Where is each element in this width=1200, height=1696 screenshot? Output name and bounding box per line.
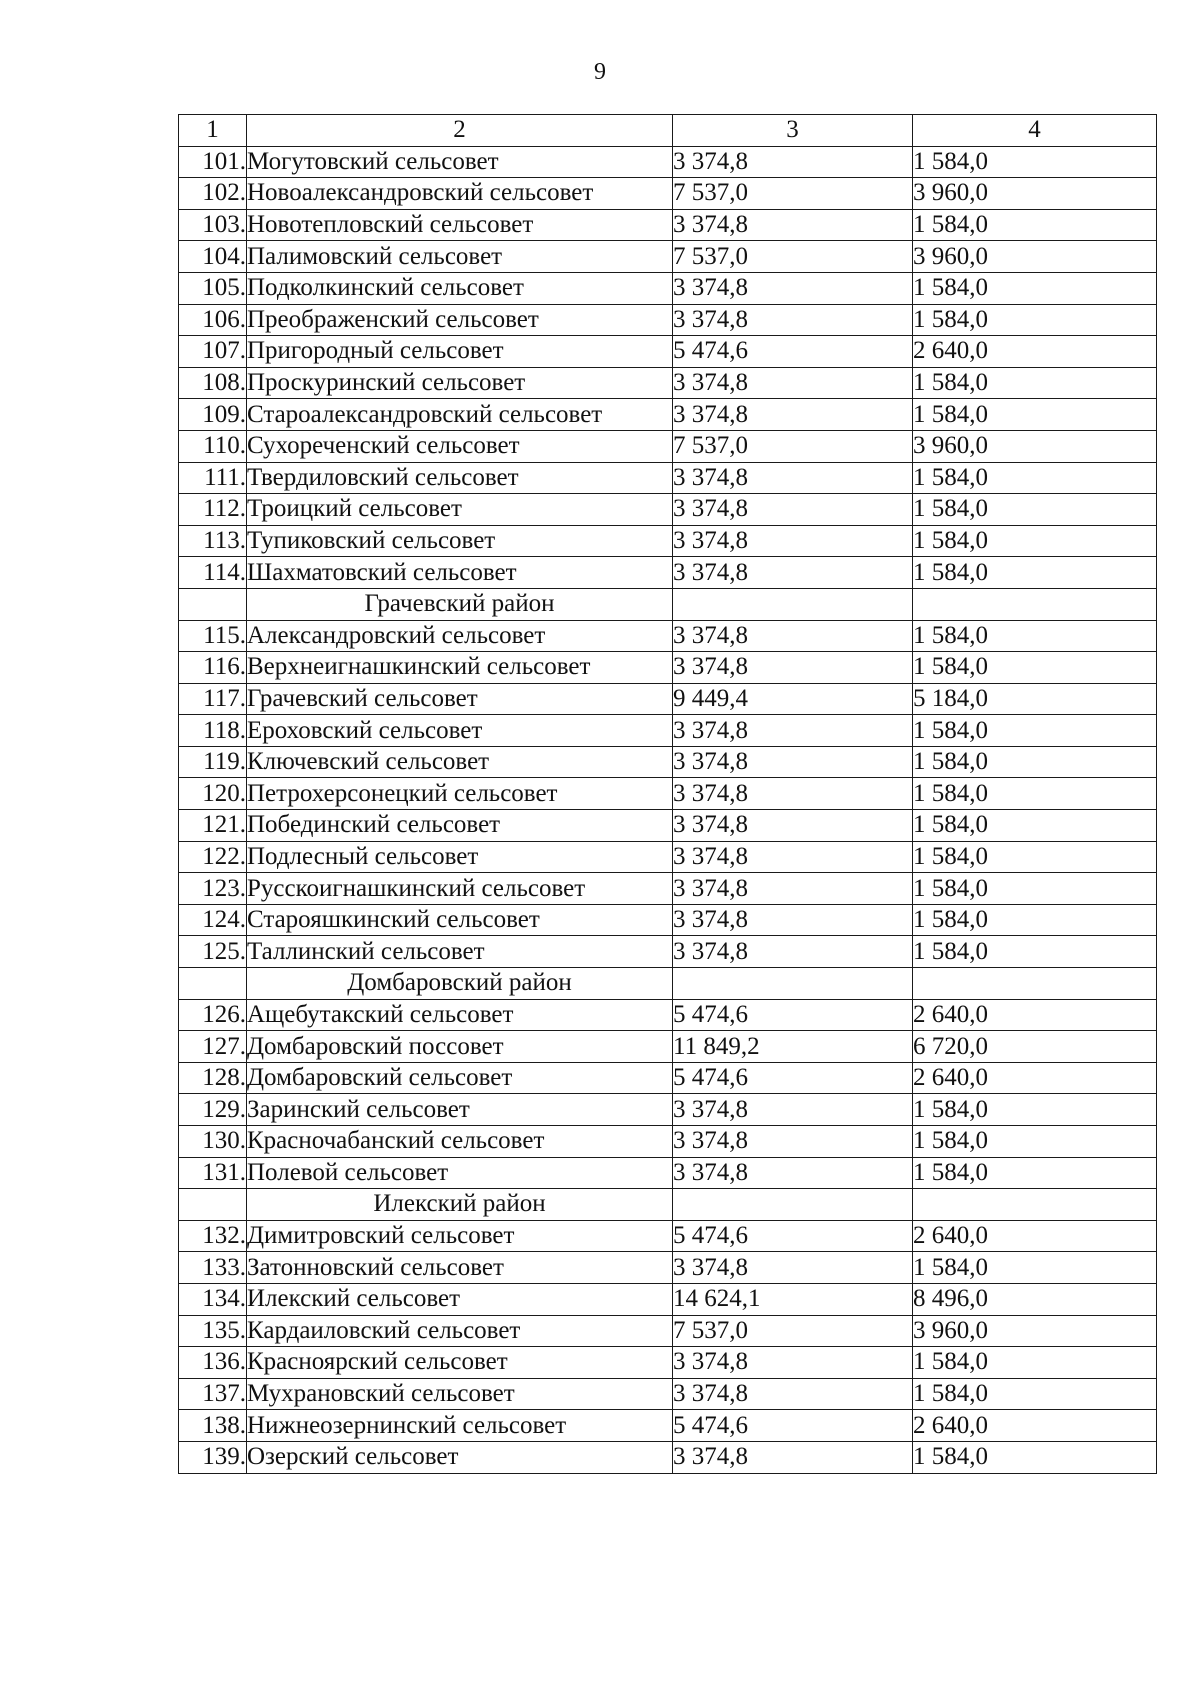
value-column-3: 3 374,8 (673, 1126, 913, 1158)
settlement-name: Нижнеозернинский сельсовет (247, 1410, 673, 1442)
row-number: 133. (179, 1252, 247, 1284)
value-column-3: 3 374,8 (673, 778, 913, 810)
row-number: 108. (179, 367, 247, 399)
settlement-name: Новоалександровский сельсовет (247, 178, 673, 210)
table-row (179, 430, 1157, 462)
value-column-3: 5 474,6 (673, 1062, 913, 1094)
table-row (179, 620, 1157, 652)
table-row (179, 1094, 1157, 1126)
value-column-4: 1 584,0 (913, 1441, 1157, 1473)
table-body (179, 146, 1157, 1473)
value-column-4: 3 960,0 (913, 430, 1157, 462)
value-cell-4 (913, 1189, 1157, 1221)
value-column-4: 1 584,0 (913, 272, 1157, 304)
value-column-3: 3 374,8 (673, 1378, 913, 1410)
table-row (179, 241, 1157, 273)
row-number: 118. (179, 715, 247, 747)
value-column-4: 2 640,0 (913, 1220, 1157, 1252)
table-row (179, 810, 1157, 842)
table-row (179, 178, 1157, 210)
value-column-4: 1 584,0 (913, 525, 1157, 557)
column-header-3: 3 (673, 115, 913, 147)
table-row (179, 336, 1157, 368)
row-number: 127. (179, 1031, 247, 1063)
value-column-4: 1 584,0 (913, 841, 1157, 873)
settlement-name: Подколкинский сельсовет (247, 272, 673, 304)
row-number: 124. (179, 904, 247, 936)
value-cell-4 (913, 968, 1157, 1000)
value-column-4: 1 584,0 (913, 1378, 1157, 1410)
row-number: 123. (179, 873, 247, 905)
row-number: 104. (179, 241, 247, 273)
value-column-3: 5 474,6 (673, 999, 913, 1031)
row-number: 125. (179, 936, 247, 968)
settlement-name: Таллинский сельсовет (247, 936, 673, 968)
value-column-4: 8 496,0 (913, 1283, 1157, 1315)
settlement-name: Илекский сельсовет (247, 1283, 673, 1315)
settlement-name: Домбаровский поссовет (247, 1031, 673, 1063)
value-column-3: 3 374,8 (673, 1441, 913, 1473)
table-row (179, 1031, 1157, 1063)
value-column-3: 3 374,8 (673, 904, 913, 936)
value-column-3: 5 474,6 (673, 336, 913, 368)
district-header-row (179, 1189, 1157, 1221)
table-row (179, 272, 1157, 304)
value-column-3: 14 624,1 (673, 1283, 913, 1315)
settlement-name: Преображенский сельсовет (247, 304, 673, 336)
row-number: 107. (179, 336, 247, 368)
value-cell-4 (913, 588, 1157, 620)
table-row (179, 1252, 1157, 1284)
column-header-4: 4 (913, 115, 1157, 147)
value-column-4: 6 720,0 (913, 1031, 1157, 1063)
settlement-name: Мухрановский сельсовет (247, 1378, 673, 1410)
value-column-3: 5 474,6 (673, 1220, 913, 1252)
district-header-row (179, 588, 1157, 620)
table-row (179, 1062, 1157, 1094)
value-column-3: 3 374,8 (673, 841, 913, 873)
value-column-4: 1 584,0 (913, 494, 1157, 526)
settlement-name: Красночабанский сельсовет (247, 1126, 673, 1158)
value-column-4: 1 584,0 (913, 904, 1157, 936)
value-column-3: 3 374,8 (673, 1157, 913, 1189)
settlement-name: Ключевский сельсовет (247, 746, 673, 778)
value-column-4: 1 584,0 (913, 873, 1157, 905)
row-number: 115. (179, 620, 247, 652)
value-column-3: 7 537,0 (673, 1315, 913, 1347)
row-number: 101. (179, 146, 247, 178)
row-number: 134. (179, 1283, 247, 1315)
value-column-3: 9 449,4 (673, 683, 913, 715)
settlement-name: Верхнеигнашкинский сельсовет (247, 652, 673, 684)
row-number: 139. (179, 1441, 247, 1473)
value-column-3: 3 374,8 (673, 810, 913, 842)
row-number: 117. (179, 683, 247, 715)
row-number: 112. (179, 494, 247, 526)
table-row (179, 841, 1157, 873)
value-column-4: 1 584,0 (913, 1094, 1157, 1126)
value-column-3: 3 374,8 (673, 462, 913, 494)
value-column-4: 1 584,0 (913, 620, 1157, 652)
row-number: 114. (179, 557, 247, 589)
value-column-4: 1 584,0 (913, 715, 1157, 747)
value-column-4: 3 960,0 (913, 178, 1157, 210)
row-number: 138. (179, 1410, 247, 1442)
settlement-name: Димитровский сельсовет (247, 1220, 673, 1252)
table-row (179, 936, 1157, 968)
table-row (179, 873, 1157, 905)
value-column-3: 5 474,6 (673, 1410, 913, 1442)
value-column-4: 1 584,0 (913, 778, 1157, 810)
row-number: 116. (179, 652, 247, 684)
table-row (179, 462, 1157, 494)
table-row (179, 1347, 1157, 1379)
row-number: 126. (179, 999, 247, 1031)
row-number: 136. (179, 1347, 247, 1379)
settlement-name: Проскуринский сельсовет (247, 367, 673, 399)
table-row (179, 1378, 1157, 1410)
value-column-3: 3 374,8 (673, 525, 913, 557)
table-row (179, 746, 1157, 778)
table-row (179, 1410, 1157, 1442)
row-number: 129. (179, 1094, 247, 1126)
value-column-3: 3 374,8 (673, 272, 913, 304)
row-number: 113. (179, 525, 247, 557)
settlement-name: Шахматовский сельсовет (247, 557, 673, 589)
value-column-4: 1 584,0 (913, 209, 1157, 241)
value-column-4: 1 584,0 (913, 1157, 1157, 1189)
row-number: 128. (179, 1062, 247, 1094)
row-number: 109. (179, 399, 247, 431)
table-row (179, 557, 1157, 589)
table-row (179, 209, 1157, 241)
row-number-cell (179, 588, 247, 620)
value-column-3: 11 849,2 (673, 1031, 913, 1063)
row-number: 135. (179, 1315, 247, 1347)
value-column-4: 1 584,0 (913, 304, 1157, 336)
value-column-4: 1 584,0 (913, 746, 1157, 778)
value-column-3: 3 374,8 (673, 146, 913, 178)
row-number: 102. (179, 178, 247, 210)
table-row (179, 146, 1157, 178)
row-number: 132. (179, 1220, 247, 1252)
value-column-3: 3 374,8 (673, 494, 913, 526)
district-header-row (179, 968, 1157, 1000)
row-number: 110. (179, 430, 247, 462)
value-column-4: 1 584,0 (913, 367, 1157, 399)
value-column-3: 3 374,8 (673, 557, 913, 589)
row-number: 119. (179, 746, 247, 778)
settlement-name: Ероховский сельсовет (247, 715, 673, 747)
value-column-3: 3 374,8 (673, 715, 913, 747)
value-column-3: 3 374,8 (673, 620, 913, 652)
table-row (179, 683, 1157, 715)
value-column-4: 1 584,0 (913, 810, 1157, 842)
settlement-name: Петрохерсонецкий сельсовет (247, 778, 673, 810)
value-column-4: 2 640,0 (913, 1410, 1157, 1442)
settlement-name: Ащебутакский сельсовет (247, 999, 673, 1031)
settlement-name: Троицкий сельсовет (247, 494, 673, 526)
value-column-4: 1 584,0 (913, 462, 1157, 494)
value-column-4: 1 584,0 (913, 936, 1157, 968)
value-cell-3 (673, 968, 913, 1000)
value-column-3: 3 374,8 (673, 399, 913, 431)
settlement-name: Подлесный сельсовет (247, 841, 673, 873)
data-table (178, 114, 1157, 1474)
row-number: 111. (179, 462, 247, 494)
table-row (179, 1126, 1157, 1158)
settlement-name: Побединский сельсовет (247, 810, 673, 842)
table-row (179, 1157, 1157, 1189)
value-column-3: 3 374,8 (673, 367, 913, 399)
settlement-name: Полевой сельсовет (247, 1157, 673, 1189)
settlement-name: Сухореченский сельсовет (247, 430, 673, 462)
table-row (179, 304, 1157, 336)
value-column-3: 3 374,8 (673, 209, 913, 241)
value-column-4: 2 640,0 (913, 999, 1157, 1031)
table-row (179, 1220, 1157, 1252)
settlement-name: Кардаиловский сельсовет (247, 1315, 673, 1347)
settlement-name: Грачевский сельсовет (247, 683, 673, 715)
value-column-3: 3 374,8 (673, 936, 913, 968)
table-row (179, 399, 1157, 431)
value-column-3: 3 374,8 (673, 1094, 913, 1126)
column-header-2: 2 (247, 115, 673, 147)
value-column-3: 3 374,8 (673, 873, 913, 905)
value-column-3: 3 374,8 (673, 746, 913, 778)
table-row (179, 999, 1157, 1031)
value-column-4: 1 584,0 (913, 399, 1157, 431)
value-column-3: 3 374,8 (673, 1347, 913, 1379)
district-name: Илекский район (247, 1189, 673, 1221)
settlement-name: Красноярский сельсовет (247, 1347, 673, 1379)
row-number: 105. (179, 272, 247, 304)
settlement-name: Тупиковский сельсовет (247, 525, 673, 557)
settlement-name: Домбаровский сельсовет (247, 1062, 673, 1094)
settlement-name: Палимовский сельсовет (247, 241, 673, 273)
value-column-3: 7 537,0 (673, 241, 913, 273)
value-column-4: 2 640,0 (913, 336, 1157, 368)
settlement-name: Озерский сельсовет (247, 1441, 673, 1473)
value-column-4: 1 584,0 (913, 557, 1157, 589)
row-number: 130. (179, 1126, 247, 1158)
row-number: 122. (179, 841, 247, 873)
row-number: 103. (179, 209, 247, 241)
value-column-3: 3 374,8 (673, 1252, 913, 1284)
row-number: 131. (179, 1157, 247, 1189)
table-row (179, 367, 1157, 399)
settlement-name: Пригородный сельсовет (247, 336, 673, 368)
page-number: 9 (594, 59, 606, 85)
value-column-4: 1 584,0 (913, 1126, 1157, 1158)
settlement-name: Старояшкинский сельсовет (247, 904, 673, 936)
row-number-cell (179, 968, 247, 1000)
value-column-4: 1 584,0 (913, 652, 1157, 684)
value-column-4: 5 184,0 (913, 683, 1157, 715)
table-row (179, 904, 1157, 936)
value-column-3: 7 537,0 (673, 178, 913, 210)
row-number: 120. (179, 778, 247, 810)
district-name: Домбаровский район (247, 968, 673, 1000)
value-column-4: 1 584,0 (913, 1252, 1157, 1284)
settlement-name: Александровский сельсовет (247, 620, 673, 652)
settlement-name: Новотепловский сельсовет (247, 209, 673, 241)
value-column-3: 3 374,8 (673, 304, 913, 336)
value-column-3: 7 537,0 (673, 430, 913, 462)
settlement-name: Затонновский сельсовет (247, 1252, 673, 1284)
settlement-name: Русскоигнашкинский сельсовет (247, 873, 673, 905)
value-column-4: 2 640,0 (913, 1062, 1157, 1094)
row-number: 121. (179, 810, 247, 842)
settlement-name: Могутовский сельсовет (247, 146, 673, 178)
column-header-1: 1 (179, 115, 247, 147)
table-row (179, 778, 1157, 810)
table-row (179, 494, 1157, 526)
district-name: Грачевский район (247, 588, 673, 620)
value-column-4: 3 960,0 (913, 241, 1157, 273)
value-column-4: 1 584,0 (913, 1347, 1157, 1379)
table-row (179, 525, 1157, 557)
table-row (179, 715, 1157, 747)
settlement-name: Твердиловский сельсовет (247, 462, 673, 494)
settlement-name: Заринский сельсовет (247, 1094, 673, 1126)
table-header-row (179, 115, 1157, 147)
row-number: 137. (179, 1378, 247, 1410)
table-row (179, 652, 1157, 684)
table-row (179, 1283, 1157, 1315)
settlement-name: Староалександровский сельсовет (247, 399, 673, 431)
value-column-3: 3 374,8 (673, 652, 913, 684)
value-cell-3 (673, 588, 913, 620)
value-column-4: 1 584,0 (913, 146, 1157, 178)
table-row (179, 1315, 1157, 1347)
value-cell-3 (673, 1189, 913, 1221)
value-column-4: 3 960,0 (913, 1315, 1157, 1347)
row-number-cell (179, 1189, 247, 1221)
table-row (179, 1441, 1157, 1473)
row-number: 106. (179, 304, 247, 336)
